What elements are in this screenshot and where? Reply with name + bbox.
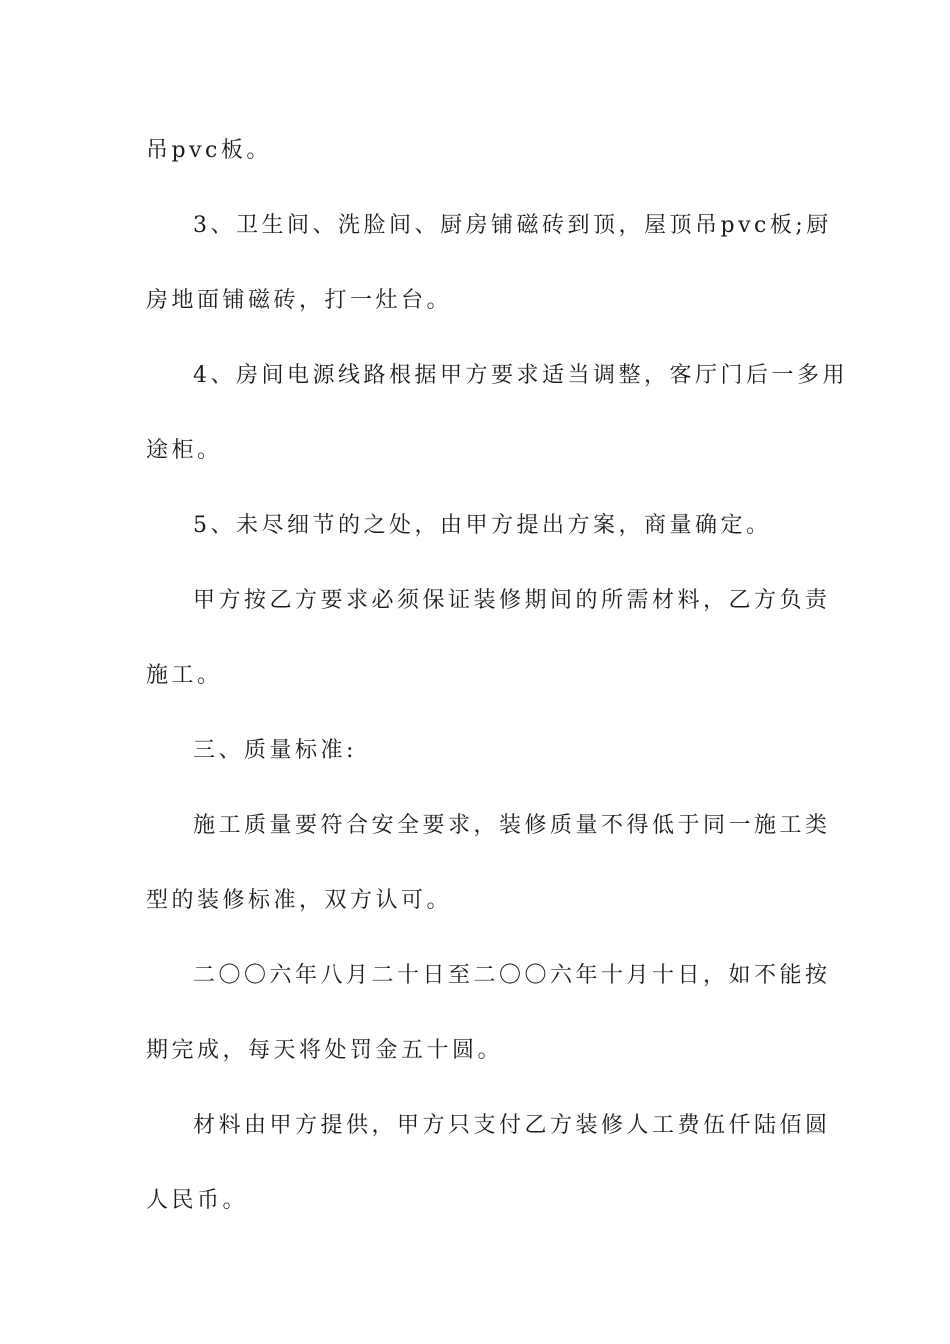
quality-paragraph-line-2: 型的装修标准，双方认可。: [146, 888, 453, 913]
schedule-paragraph-line-1: 二〇〇六年八月二十日至二〇〇六年十月十日，如不能按: [193, 963, 831, 988]
section-heading-quality-standard: 三、质量标准:: [193, 738, 357, 763]
clause-3-line-2: 房地面铺磁砖，打一灶台。: [146, 288, 453, 313]
materials-paragraph-line-2: 施工。: [146, 663, 223, 688]
clause-4-line-2: 途柜。: [146, 438, 223, 463]
clause-4-line-1: 4、房间电源线路根据甲方要求适当调整，客厅门后一多用: [193, 363, 848, 388]
quality-paragraph-line-1: 施工质量要符合安全要求，装修质量不得低于同一施工类: [193, 813, 831, 838]
clause-3-line-1: 3、卫生间、洗脸间、厨房铺磁砖到顶，屋顶吊pvc板;厨: [193, 213, 832, 238]
payment-paragraph-line-1: 材料由甲方提供，甲方只支付乙方装修人工费伍仟陆佰圆: [193, 1113, 831, 1138]
schedule-paragraph-line-2: 期完成，每天将处罚金五十圆。: [146, 1038, 504, 1063]
paragraph-continuation-line: 吊pvc板。: [146, 138, 272, 163]
materials-paragraph-line-1: 甲方按乙方要求必须保证装修期间的所需材料，乙方负责: [193, 588, 831, 613]
clause-5-line: 5、未尽细节的之处，由甲方提出方案，商量确定。: [193, 513, 772, 538]
payment-paragraph-line-2: 人民币。: [146, 1188, 249, 1213]
